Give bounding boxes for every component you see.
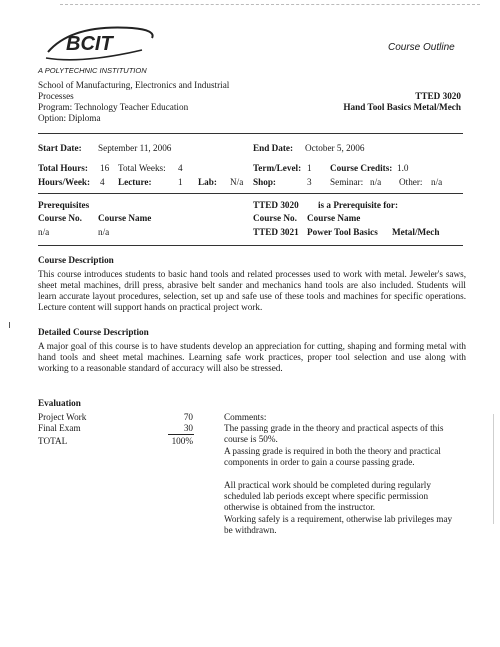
eval-label-project: Project Work: [38, 412, 87, 422]
eval-label-total: TOTAL: [38, 436, 68, 446]
logo-text: BCIT: [66, 33, 113, 55]
divider-1: [38, 133, 463, 134]
school-line2: Processes: [38, 91, 74, 101]
comment-4: Working safely is a requirement, otherwise lab privileges may be withdrawn.: [224, 514, 453, 535]
eval-value-project: 70: [183, 412, 193, 422]
divider-2: [38, 193, 463, 194]
hours-week-label: Hours/Week:: [38, 177, 91, 187]
start-date-label: Start Date:: [38, 143, 82, 153]
eval-label-final: Final Exam: [38, 423, 81, 433]
divider-3: [38, 245, 463, 246]
prereq-col-no: Course No.: [38, 213, 82, 223]
end-date-label: End Date:: [253, 143, 294, 153]
prereq-col-name: Course Name: [98, 213, 152, 223]
detailed-description-text: A major goal of this course is to have students develop an appreciation for cutting, shaping and forming metal with hand tools and sheet metal machines. Learning safe work practices, proper tool selection and use along with working to a reasonable standard of accuracy will also be stressed.: [38, 341, 466, 373]
total-weeks-value: 4: [178, 163, 183, 173]
shop-value: 3: [307, 177, 312, 187]
prereq-for-col-name: Course Name: [307, 213, 361, 223]
prereq-for-col-no: Course No.: [253, 213, 297, 223]
course-description-heading: Course Description: [38, 255, 114, 265]
comments-label: Comments:: [224, 412, 267, 422]
lecture-label: Lecture:: [118, 177, 152, 187]
total-hours-value: 16: [100, 163, 110, 173]
prereq-for-heading: is a Prerequisite for:: [318, 200, 399, 210]
prereq-for-name: Power Tool Basics: [307, 227, 378, 237]
seminar-label: Seminar:: [330, 177, 364, 187]
prereq-for-no: TTED 3021: [253, 227, 299, 237]
evaluation-heading: Evaluation: [38, 398, 81, 408]
total-weeks-label: Total Weeks:: [118, 163, 166, 173]
option: Option: Diploma: [38, 113, 101, 123]
prereq-name: n/a: [98, 227, 110, 237]
school-line1: School of Manufacturing, Electronics and Industrial: [38, 80, 230, 90]
lab-label: Lab:: [198, 177, 217, 187]
start-date-value: September 11, 2006: [98, 143, 172, 153]
credits-value: 1.0: [397, 163, 409, 173]
comment-1: The passing grade in the theory and practical aspects of this course is 50%.: [224, 423, 444, 444]
course-code: TTED 3020: [415, 91, 461, 101]
shop-label: Shop:: [253, 177, 276, 187]
prereq-for-code: TTED 3020: [253, 200, 299, 210]
end-date-value: October 5, 2006: [305, 143, 365, 153]
eval-value-final: 30: [183, 423, 193, 433]
seminar-value: n/a: [370, 177, 382, 187]
course-title: Hand Tool Basics Metal/Mech: [343, 102, 461, 112]
hours-week-value: 4: [100, 177, 105, 187]
doc-type: Course Outline: [388, 42, 455, 53]
lab-value: N/a: [230, 177, 244, 187]
prereq-no: n/a: [38, 227, 50, 237]
detailed-description-heading: Detailed Course Description: [38, 327, 149, 337]
scan-edge-mark: [493, 414, 494, 524]
comment-2: A passing grade is required in both the theory and practical components in order to gain a course passing grade.: [224, 446, 441, 467]
program: Program: Technology Teacher Education: [38, 102, 189, 112]
tagline: A POLYTECHNIC INSTITUTION: [38, 66, 147, 75]
prereq-heading: Prerequisites: [38, 200, 90, 210]
credits-label: Course Credits:: [330, 163, 393, 173]
total-hours-label: Total Hours:: [38, 163, 88, 173]
comment-3: All practical work should be completed during regularly scheduled lab periods except where specific permission otherwise is obtained from the instructor.: [224, 480, 431, 512]
term-value: 1: [307, 163, 312, 173]
eval-value-total: 100%: [171, 436, 193, 446]
term-label: Term/Level:: [253, 163, 302, 173]
prereq-for-name2: Metal/Mech: [392, 227, 440, 237]
margin-mark: [9, 322, 10, 328]
other-label: Other:: [399, 177, 423, 187]
other-value: n/a: [431, 177, 443, 187]
top-rule: [60, 4, 480, 5]
course-description-text: This course introduces students to basic hand tools and related processes used to work with metal. Jeweler's saws, sheet metal machines, drill press, abrasive belt sander and mechanics hand tools are also included. Students will learn accurate layout procedures, selection, set up and safe use of these tools and machines for specific operations. Lecture content will support hands on practical project work.: [38, 269, 466, 312]
bcit-logo: [42, 20, 162, 66]
eval-total-rule: [168, 434, 194, 435]
lecture-value: 1: [178, 177, 183, 187]
